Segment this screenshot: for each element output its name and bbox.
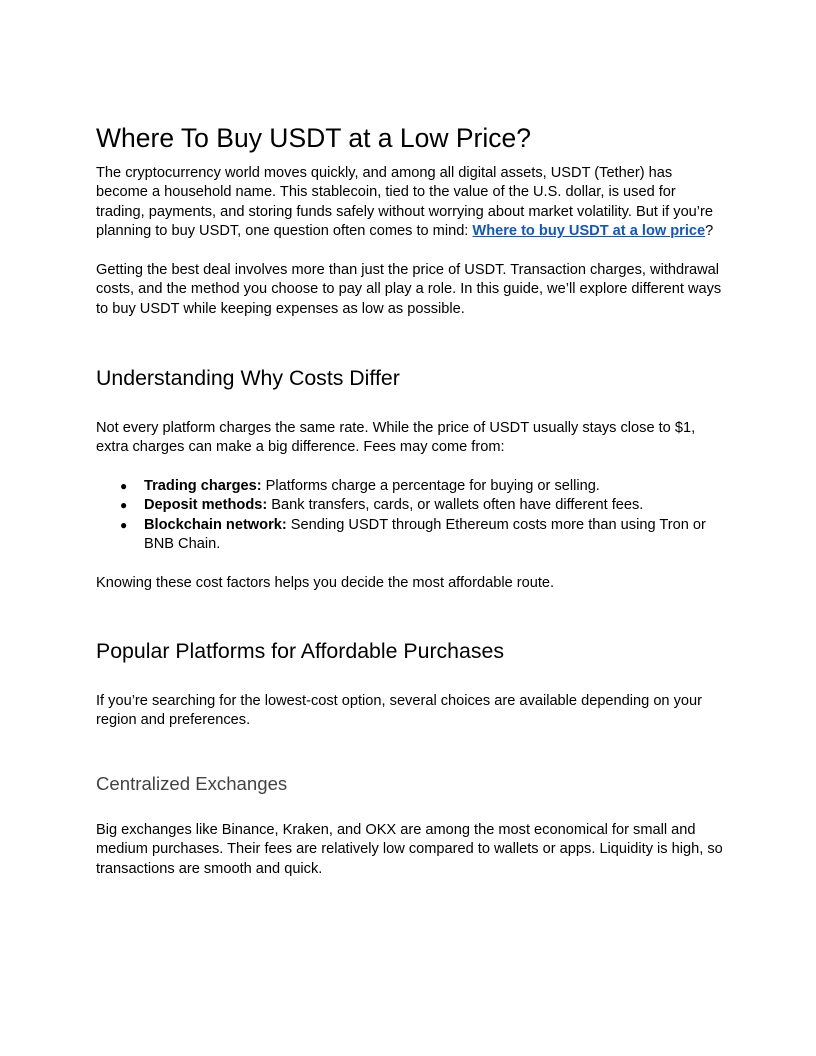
platforms-paragraph: If you’re searching for the lowest-cost option, several choices are available depending on your region and preferences. <box>96 693 702 729</box>
list-item <box>96 516 724 555</box>
bullet-label: Deposit methods: <box>144 497 268 514</box>
costs-intro-paragraph: Getting the best deal involves more than just the price of USDT. Transaction charges, withdrawal costs, and the method you choose to pay all play a role. In this guide, we’ll explore different ways to buy USDT while keeping expenses as low as possible. <box>96 262 722 317</box>
intro-text: The cryptocurrency world moves quickly, and among all digital assets, USDT (Tether) has become a household name. This stablecoin, tied to the value of the U.S. dollar, is used for trading, payments, and storing funds safely without worrying about market volatility. But if you’re planning to buy USDT, one question often comes to mind: <box>96 165 714 239</box>
bullet-icon: ● <box>120 498 128 513</box>
section-heading-platforms: Popular Platforms for Affordable Purchases <box>96 639 505 663</box>
bullet-label: Blockchain network: <box>144 516 287 533</box>
bullet-icon: ● <box>120 479 128 493</box>
list-item <box>96 477 724 496</box>
exchanges-paragraph: Big exchanges like Binance, Kraken, and OKX are among the most economical for small and medium purchases. Their fees are relatively low compared to wallets or apps. Liquidity is high, so transactions are smooth and quick. <box>96 822 723 877</box>
section-heading-costs: Understanding Why Costs Differ <box>96 366 400 390</box>
subsection-heading-exchanges: Centralized Exchanges <box>96 773 288 794</box>
bullet-text: Sending USDT through Ethereum costs more than using Tron or BNB Chain. <box>144 516 706 552</box>
intro-paragraph <box>96 164 724 241</box>
list-item <box>96 496 724 515</box>
intro-suffix: ? <box>705 222 714 239</box>
bullet-text: Bank transfers, cards, or wallets often have different fees. <box>267 497 644 514</box>
bullet-icon: ● <box>120 517 128 532</box>
fees-paragraph: Not every platform charges the same rate. While the price of USDT usually stays close to $1, extra charges can make a big difference. Fees may come from: <box>96 420 696 456</box>
cost-factors-closing: Knowing these cost factors helps you decide the most affordable route. <box>96 575 555 591</box>
bullet-label: Trading charges: <box>144 478 262 494</box>
bullet-text: Platforms charge a percentage for buying or selling. <box>261 478 600 494</box>
page-title: Where To Buy USDT at a Low Price? <box>96 123 531 153</box>
fee-factors-list <box>96 477 724 554</box>
low-price-link[interactable]: Where to buy USDT at a low price <box>472 222 706 239</box>
